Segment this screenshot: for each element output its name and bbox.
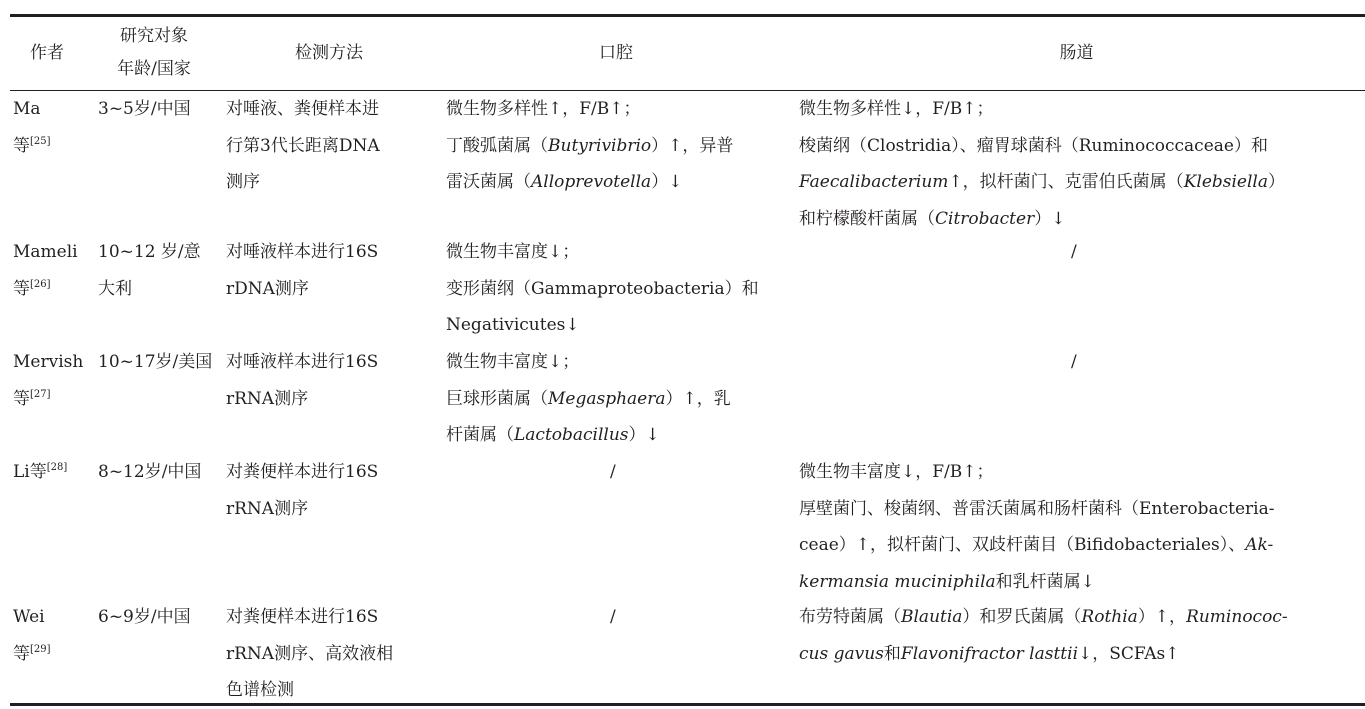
- table-row-4-gut: [799, 454, 1275, 600]
- gut-line: 梭菌纲（Clostridia）、瘤胃球菌科（Ruminococcaceae）和: [799, 135, 1268, 156]
- table-row-4-author: [13, 454, 67, 491]
- table-row-2-method: [226, 234, 378, 307]
- table-row-5-gut: [799, 599, 1288, 672]
- table-row-5-author: [13, 599, 51, 672]
- oral-line: 微生物多样性↑，F/B↑；: [446, 99, 641, 119]
- table-row-1-author: [13, 91, 51, 164]
- gut-line: 微生物多样性↓，F/B↑；: [799, 99, 994, 119]
- table-row-2-author: [13, 234, 78, 307]
- header-gut: 肠道: [1059, 43, 1094, 63]
- author-etal: 等[26]: [13, 278, 51, 299]
- table-row-4-oral: /: [610, 462, 616, 482]
- gut-line: ceae）↑，拟杆菌门、双歧杆菌目（Bifidobacteriales）、Ak-: [799, 535, 1274, 555]
- table-row-3-method: [226, 344, 378, 417]
- method-line: rRNA测序: [226, 388, 309, 409]
- table-row-1-gut: [799, 91, 1285, 237]
- oral-line: 杆菌属（Lactobacillus）↓: [446, 425, 660, 445]
- author-name: Wei: [13, 607, 45, 627]
- citation-ref: [25]: [30, 135, 51, 147]
- table-row-2-gut: /: [1071, 242, 1077, 262]
- table-row-5-subject: 6~9岁/中国: [98, 607, 191, 627]
- subject-line: 10~12 岁/意: [98, 242, 201, 262]
- oral-line: 雷沃菌属（Alloprevotella）↓: [446, 172, 683, 192]
- header-subject-line2: 年龄/国家: [117, 59, 191, 79]
- method-line: rRNA测序: [226, 498, 309, 519]
- table-top-rule: [10, 14, 1365, 17]
- table-row-5-oral: /: [610, 607, 616, 627]
- gut-line: 微生物丰富度↓，F/B↑；: [799, 462, 994, 482]
- citation-ref: [29]: [30, 643, 51, 655]
- table-row-3-gut: /: [1071, 352, 1077, 372]
- oral-line: 巨球形菌属（Megasphaera）↑，乳: [446, 388, 731, 409]
- table-row-3-subject: 10~17岁/美国: [98, 352, 213, 372]
- citation-ref: [28]: [46, 462, 68, 473]
- gut-line: 布劳特菌属（Blautia）和罗氏菌属（Rothia）↑，Ruminococ-: [799, 607, 1288, 627]
- author-name: Ma: [13, 99, 41, 119]
- citation-ref: [26]: [30, 278, 51, 290]
- header-author: 作者: [30, 43, 64, 63]
- table-row-4-subject: 8~12岁/中国: [98, 462, 202, 482]
- author-name: Mervish: [13, 352, 84, 372]
- gut-line: 和柠檬酸杆菌属（Citrobacter）↓: [799, 208, 1066, 229]
- method-line: 对唾液样本进行16S: [226, 242, 379, 262]
- table-row-2-subject: [98, 234, 201, 307]
- table-row-1-oral: [446, 91, 733, 201]
- author-etal: 等[27]: [13, 388, 51, 409]
- author-etal: 等[25]: [13, 135, 51, 156]
- method-line: 对唾液样本进行16S: [226, 352, 379, 372]
- gut-line: cus gavus和Flavonifractor lasttii↓，SCFAs↑: [799, 643, 1180, 664]
- gut-line: kermansia muciniphila和乳杆菌属↓: [799, 571, 1095, 592]
- author-etal: 等[29]: [13, 643, 51, 664]
- table-bottom-rule: [10, 703, 1365, 706]
- header-oral: 口腔: [599, 43, 633, 63]
- citation-ref: [27]: [30, 388, 51, 400]
- oral-line: 变形菌纲（Gammaproteobacteria）和: [446, 278, 759, 299]
- table-row-3-oral: [446, 344, 731, 454]
- gut-line: Faecalibacterium↑，拟杆菌门、克雷伯氏菌属（Klebsiella）: [799, 172, 1285, 192]
- method-line: 测序: [226, 172, 260, 192]
- table-row-2-oral: [446, 234, 759, 344]
- table-row-4-method: [226, 454, 378, 527]
- method-line: 对粪便样本进行16S: [226, 607, 379, 627]
- method-line: 色谱检测: [226, 680, 294, 700]
- oral-line: Negativicutes↓: [446, 315, 580, 335]
- table-row-1-method: [226, 91, 380, 201]
- header-subject-line1: 研究对象: [120, 26, 188, 46]
- oral-line: 微生物丰富度↓；: [446, 352, 580, 372]
- table-row-3-author: [13, 344, 83, 417]
- method-line: rDNA测序: [226, 278, 309, 299]
- author-etal: Li等[28]: [13, 462, 68, 482]
- method-line: rRNA测序、高效液相: [226, 643, 394, 664]
- method-line: 对唾液、粪便样本进: [226, 99, 379, 119]
- table-row-5-method: [226, 599, 393, 709]
- subject-line: 大利: [98, 278, 132, 299]
- gut-line: 厚壁菌门、梭菌纲、普雷沃菌属和肠杆菌科（Enterobacteria-: [799, 498, 1275, 519]
- method-line: 行第3代长距离DNA: [226, 135, 380, 156]
- oral-line: 微生物丰富度↓；: [446, 242, 580, 262]
- header-method: 检测方法: [295, 43, 363, 63]
- table-row-1-subject: 3~5岁/中国: [98, 99, 191, 119]
- oral-line: 丁酸弧菌属（Butyrivibrio）↑，异普: [446, 135, 734, 156]
- method-line: 对粪便样本进行16S: [226, 462, 379, 482]
- author-name: Mameli: [13, 242, 78, 262]
- header-subject: [96, 20, 212, 86]
